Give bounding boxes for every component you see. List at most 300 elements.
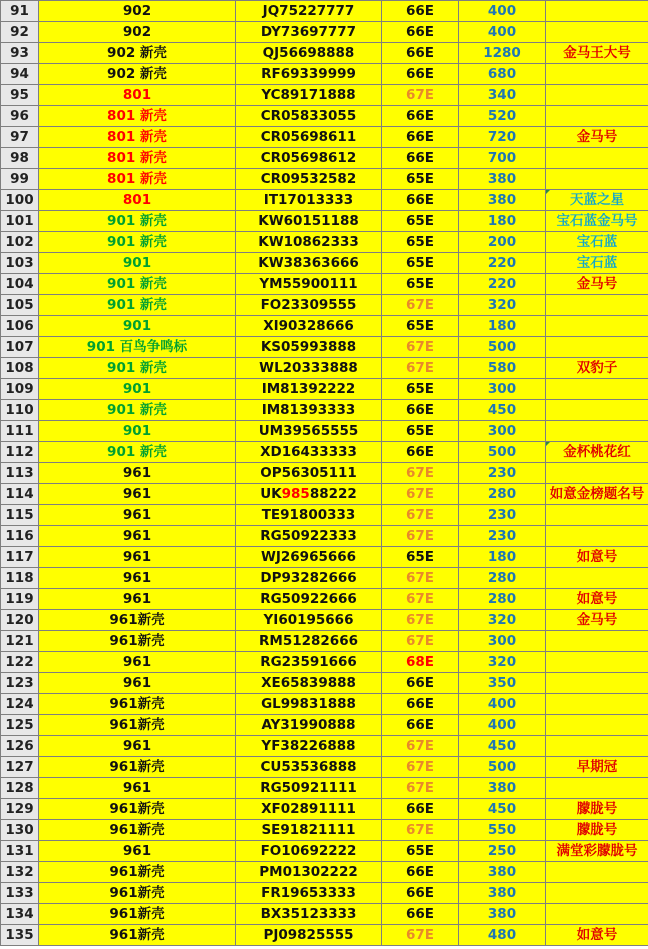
note-cell[interactable] (546, 526, 648, 547)
model-cell[interactable]: 961 (39, 526, 236, 547)
serial-cell[interactable]: YI60195666 (236, 610, 382, 631)
note-cell[interactable] (546, 64, 648, 85)
row-header[interactable]: 107 (1, 337, 39, 358)
model-cell[interactable]: 902 新壳 (39, 43, 236, 64)
code-cell[interactable]: 66E (382, 43, 459, 64)
price-cell[interactable]: 380 (459, 862, 546, 883)
row-header[interactable]: 123 (1, 673, 39, 694)
price-cell[interactable]: 1280 (459, 43, 546, 64)
row-header[interactable]: 113 (1, 463, 39, 484)
note-cell[interactable] (546, 694, 648, 715)
model-cell[interactable]: 961新壳 (39, 904, 236, 925)
serial-cell[interactable]: KS05993888 (236, 337, 382, 358)
serial-cell[interactable]: RG50922333 (236, 526, 382, 547)
code-cell[interactable]: 67E (382, 505, 459, 526)
note-cell[interactable] (546, 421, 648, 442)
serial-cell[interactable]: CU53536888 (236, 757, 382, 778)
code-cell[interactable]: 66E (382, 904, 459, 925)
serial-cell[interactable]: XF02891111 (236, 799, 382, 820)
note-cell[interactable]: 天蓝之星 (546, 190, 648, 211)
code-cell[interactable]: 67E (382, 484, 459, 505)
serial-cell[interactable]: DP93282666 (236, 568, 382, 589)
row-header[interactable]: 118 (1, 568, 39, 589)
note-cell[interactable] (546, 883, 648, 904)
serial-cell[interactable]: RF69339999 (236, 64, 382, 85)
model-cell[interactable]: 901 新壳 (39, 358, 236, 379)
code-cell[interactable]: 66E (382, 883, 459, 904)
model-cell[interactable]: 961新壳 (39, 610, 236, 631)
table-row (1, 379, 648, 400)
model-cell[interactable]: 901 新壳 (39, 400, 236, 421)
row-header[interactable]: 110 (1, 400, 39, 421)
price-cell[interactable]: 300 (459, 631, 546, 652)
row-header[interactable]: 101 (1, 211, 39, 232)
note-cell[interactable] (546, 316, 648, 337)
note-cell[interactable] (546, 148, 648, 169)
model-cell[interactable]: 901 新壳 (39, 211, 236, 232)
model-cell[interactable]: 901 百鸟争鸣标 (39, 337, 236, 358)
price-cell[interactable]: 350 (459, 673, 546, 694)
model-cell[interactable]: 901 新壳 (39, 232, 236, 253)
note-cell[interactable] (546, 1, 648, 22)
table-row (1, 463, 648, 484)
row-header[interactable]: 104 (1, 274, 39, 295)
note-cell[interactable]: 满堂彩朦胧号 (546, 841, 648, 862)
price-cell[interactable]: 500 (459, 757, 546, 778)
note-cell[interactable]: 如意号 (546, 925, 648, 946)
price-cell[interactable]: 680 (459, 64, 546, 85)
row-header[interactable]: 102 (1, 232, 39, 253)
code-cell[interactable]: 68E (382, 652, 459, 673)
model-cell[interactable]: 961 (39, 463, 236, 484)
price-cell[interactable]: 380 (459, 169, 546, 190)
serial-cell[interactable] (236, 484, 382, 505)
serial-part: 985 (281, 486, 310, 502)
code-cell[interactable]: 66E (382, 715, 459, 736)
serial-cell[interactable]: PJ09825555 (236, 925, 382, 946)
model-cell[interactable]: 961 (39, 736, 236, 757)
serial-cell[interactable]: CR05698612 (236, 148, 382, 169)
price-cell[interactable]: 280 (459, 484, 546, 505)
model-cell[interactable]: 961 (39, 841, 236, 862)
note-cell[interactable]: 如意号 (546, 589, 648, 610)
table-row (1, 589, 648, 610)
price-cell[interactable]: 280 (459, 568, 546, 589)
price-cell[interactable]: 380 (459, 778, 546, 799)
note-cell[interactable] (546, 715, 648, 736)
table-row (1, 442, 648, 463)
code-cell[interactable]: 67E (382, 631, 459, 652)
price-cell[interactable]: 380 (459, 883, 546, 904)
serial-cell[interactable]: FO10692222 (236, 841, 382, 862)
code-cell[interactable]: 66E (382, 22, 459, 43)
code-cell[interactable]: 66E (382, 400, 459, 421)
row-header[interactable]: 106 (1, 316, 39, 337)
table-row (1, 778, 648, 799)
code-cell[interactable]: 67E (382, 295, 459, 316)
model-cell[interactable]: 801 新壳 (39, 127, 236, 148)
serial-cell[interactable]: WL20333888 (236, 358, 382, 379)
code-cell[interactable]: 66E (382, 799, 459, 820)
price-cell[interactable]: 250 (459, 841, 546, 862)
note-cell[interactable]: 朦胧号 (546, 799, 648, 820)
model-cell[interactable]: 961 (39, 484, 236, 505)
table-row (1, 316, 648, 337)
code-cell[interactable]: 66E (382, 106, 459, 127)
serial-cell[interactable]: PM01302222 (236, 862, 382, 883)
price-cell[interactable]: 720 (459, 127, 546, 148)
note-cell[interactable] (546, 736, 648, 757)
row-header[interactable]: 111 (1, 421, 39, 442)
price-cell[interactable]: 400 (459, 22, 546, 43)
serial-part: UK (260, 486, 282, 502)
model-cell[interactable]: 901 (39, 316, 236, 337)
model-cell[interactable]: 801 (39, 190, 236, 211)
price-cell[interactable]: 280 (459, 589, 546, 610)
model-cell[interactable]: 901 新壳 (39, 274, 236, 295)
row-header[interactable]: 112 (1, 442, 39, 463)
note-cell[interactable] (546, 505, 648, 526)
note-cell[interactable] (546, 673, 648, 694)
note-cell[interactable] (546, 778, 648, 799)
code-cell[interactable]: 65E (382, 547, 459, 568)
note-cell[interactable]: 宝石蓝金马号 (546, 211, 648, 232)
row-header[interactable]: 135 (1, 925, 39, 946)
price-cell[interactable]: 220 (459, 253, 546, 274)
model-cell[interactable]: 961 (39, 673, 236, 694)
table-row (1, 568, 648, 589)
note-cell[interactable]: 宝石蓝 (546, 232, 648, 253)
note-cell[interactable] (546, 169, 648, 190)
model-cell[interactable]: 961 (39, 778, 236, 799)
serial-cell[interactable]: RG50921111 (236, 778, 382, 799)
row-header[interactable]: 100 (1, 190, 39, 211)
code-cell[interactable]: 65E (382, 379, 459, 400)
price-cell[interactable]: 220 (459, 274, 546, 295)
note-cell[interactable] (546, 400, 648, 421)
model-cell[interactable]: 961新壳 (39, 820, 236, 841)
note-cell[interactable] (546, 337, 648, 358)
model-cell[interactable]: 961新壳 (39, 925, 236, 946)
code-cell[interactable]: 66E (382, 442, 459, 463)
table-row (1, 295, 648, 316)
price-cell[interactable]: 400 (459, 694, 546, 715)
table-row (1, 190, 648, 211)
row-header[interactable]: 91 (1, 1, 39, 22)
code-cell[interactable]: 65E (382, 169, 459, 190)
code-cell[interactable]: 65E (382, 421, 459, 442)
row-header[interactable]: 124 (1, 694, 39, 715)
serial-cell[interactable]: RG23591666 (236, 652, 382, 673)
model-cell[interactable]: 902 新壳 (39, 64, 236, 85)
note-cell[interactable] (546, 463, 648, 484)
serial-cell[interactable]: XE65839888 (236, 673, 382, 694)
model-cell[interactable]: 901 (39, 379, 236, 400)
table-row (1, 85, 648, 106)
price-cell[interactable]: 400 (459, 715, 546, 736)
code-cell[interactable]: 66E (382, 190, 459, 211)
note-cell[interactable] (546, 631, 648, 652)
code-cell[interactable]: 67E (382, 757, 459, 778)
serial-cell[interactable]: CR05698611 (236, 127, 382, 148)
price-cell[interactable]: 230 (459, 463, 546, 484)
table-row (1, 799, 648, 820)
row-header[interactable]: 94 (1, 64, 39, 85)
price-cell[interactable]: 180 (459, 547, 546, 568)
row-header[interactable]: 96 (1, 106, 39, 127)
note-cell[interactable] (546, 379, 648, 400)
table-row (1, 484, 648, 505)
code-cell[interactable]: 66E (382, 127, 459, 148)
note-cell[interactable] (546, 106, 648, 127)
code-cell[interactable]: 65E (382, 841, 459, 862)
note-cell[interactable]: 宝石蓝 (546, 253, 648, 274)
row-header[interactable]: 122 (1, 652, 39, 673)
serial-cell[interactable]: JQ75227777 (236, 1, 382, 22)
model-cell[interactable]: 961 (39, 505, 236, 526)
price-cell[interactable]: 320 (459, 610, 546, 631)
row-header[interactable]: 108 (1, 358, 39, 379)
table-row (1, 820, 648, 841)
model-cell[interactable]: 961新壳 (39, 862, 236, 883)
code-cell[interactable]: 66E (382, 1, 459, 22)
price-cell[interactable]: 380 (459, 190, 546, 211)
price-cell[interactable]: 450 (459, 400, 546, 421)
price-cell[interactable]: 500 (459, 337, 546, 358)
code-cell[interactable]: 67E (382, 778, 459, 799)
price-cell[interactable]: 400 (459, 1, 546, 22)
model-cell[interactable]: 801 新壳 (39, 106, 236, 127)
table-row (1, 64, 648, 85)
price-cell[interactable]: 300 (459, 421, 546, 442)
serial-cell[interactable]: UM39565555 (236, 421, 382, 442)
row-header[interactable]: 109 (1, 379, 39, 400)
note-cell[interactable]: 金马号 (546, 610, 648, 631)
serial-cell[interactable]: RG50922666 (236, 589, 382, 610)
price-cell[interactable]: 450 (459, 736, 546, 757)
price-cell[interactable]: 700 (459, 148, 546, 169)
price-cell[interactable]: 550 (459, 820, 546, 841)
serial-cell[interactable]: GL99831888 (236, 694, 382, 715)
serial-cell[interactable]: WJ26965666 (236, 547, 382, 568)
model-cell[interactable]: 961新壳 (39, 757, 236, 778)
serial-cell[interactable]: IM81393333 (236, 400, 382, 421)
row-header[interactable]: 97 (1, 127, 39, 148)
serial-cell[interactable]: YC89171888 (236, 85, 382, 106)
model-cell[interactable]: 901 (39, 421, 236, 442)
row-header[interactable]: 120 (1, 610, 39, 631)
serial-cell[interactable]: CR05833055 (236, 106, 382, 127)
table-row (1, 925, 648, 946)
row-header[interactable]: 134 (1, 904, 39, 925)
code-cell[interactable]: 67E (382, 925, 459, 946)
code-cell[interactable]: 67E (382, 358, 459, 379)
serial-cell[interactable]: KW38363666 (236, 253, 382, 274)
row-header[interactable]: 103 (1, 253, 39, 274)
serial-cell[interactable]: IT17013333 (236, 190, 382, 211)
table-row (1, 211, 648, 232)
table-row (1, 169, 648, 190)
price-cell[interactable]: 200 (459, 232, 546, 253)
serial-cell[interactable]: YM55900111 (236, 274, 382, 295)
serial-cell[interactable]: AY31990888 (236, 715, 382, 736)
code-cell[interactable]: 67E (382, 526, 459, 547)
row-header[interactable]: 130 (1, 820, 39, 841)
note-cell[interactable] (546, 22, 648, 43)
model-cell[interactable]: 961新壳 (39, 799, 236, 820)
price-cell[interactable]: 230 (459, 526, 546, 547)
code-cell[interactable]: 67E (382, 610, 459, 631)
table-row (1, 757, 648, 778)
table-row (1, 904, 648, 925)
serial-cell[interactable]: RM51282666 (236, 631, 382, 652)
code-cell[interactable]: 66E (382, 148, 459, 169)
note-cell[interactable] (546, 862, 648, 883)
model-cell[interactable]: 801 新壳 (39, 148, 236, 169)
row-header[interactable]: 129 (1, 799, 39, 820)
code-cell[interactable]: 67E (382, 463, 459, 484)
row-header[interactable]: 117 (1, 547, 39, 568)
price-cell[interactable]: 580 (459, 358, 546, 379)
model-cell[interactable]: 961新壳 (39, 631, 236, 652)
serial-cell[interactable]: BX35123333 (236, 904, 382, 925)
row-header[interactable]: 98 (1, 148, 39, 169)
note-cell[interactable] (546, 85, 648, 106)
table-row (1, 883, 648, 904)
price-cell[interactable]: 320 (459, 295, 546, 316)
serial-cell[interactable]: FO23309555 (236, 295, 382, 316)
row-header[interactable]: 115 (1, 505, 39, 526)
model-cell[interactable]: 961 (39, 568, 236, 589)
row-header[interactable]: 131 (1, 841, 39, 862)
code-cell[interactable]: 67E (382, 820, 459, 841)
row-header[interactable]: 133 (1, 883, 39, 904)
serial-cell[interactable]: IM81392222 (236, 379, 382, 400)
code-cell[interactable]: 67E (382, 85, 459, 106)
row-header[interactable]: 95 (1, 85, 39, 106)
price-cell[interactable]: 480 (459, 925, 546, 946)
row-header[interactable]: 114 (1, 484, 39, 505)
serial-cell[interactable]: CR09532582 (236, 169, 382, 190)
code-cell[interactable]: 65E (382, 253, 459, 274)
model-cell[interactable]: 801 新壳 (39, 169, 236, 190)
code-cell[interactable]: 67E (382, 736, 459, 757)
row-header[interactable]: 99 (1, 169, 39, 190)
model-cell[interactable]: 961新壳 (39, 715, 236, 736)
row-header[interactable]: 121 (1, 631, 39, 652)
model-cell[interactable]: 901 新壳 (39, 295, 236, 316)
table-row (1, 232, 648, 253)
note-cell[interactable]: 双豹子 (546, 358, 648, 379)
price-cell[interactable]: 520 (459, 106, 546, 127)
code-cell[interactable]: 65E (382, 211, 459, 232)
serial-cell[interactable]: XD16433333 (236, 442, 382, 463)
note-cell[interactable] (546, 652, 648, 673)
serial-cell[interactable]: SE91821111 (236, 820, 382, 841)
price-cell[interactable]: 180 (459, 211, 546, 232)
code-cell[interactable]: 67E (382, 568, 459, 589)
code-cell[interactable]: 65E (382, 316, 459, 337)
model-cell[interactable]: 961新壳 (39, 883, 236, 904)
table-row (1, 421, 648, 442)
note-cell[interactable]: 朦胧号 (546, 820, 648, 841)
table-row (1, 547, 648, 568)
model-cell[interactable]: 901 新壳 (39, 442, 236, 463)
row-header[interactable]: 105 (1, 295, 39, 316)
serial-cell[interactable]: DY73697777 (236, 22, 382, 43)
price-cell[interactable]: 230 (459, 505, 546, 526)
row-header[interactable]: 93 (1, 43, 39, 64)
price-cell[interactable]: 180 (459, 316, 546, 337)
model-cell[interactable]: 801 (39, 85, 236, 106)
code-cell[interactable]: 66E (382, 694, 459, 715)
note-cell[interactable]: 早期冠 (546, 757, 648, 778)
serial-cell[interactable]: YF38226888 (236, 736, 382, 757)
row-header[interactable]: 92 (1, 22, 39, 43)
model-cell[interactable]: 961 (39, 547, 236, 568)
note-cell[interactable] (546, 568, 648, 589)
code-cell[interactable]: 65E (382, 274, 459, 295)
serial-cell[interactable]: FR19653333 (236, 883, 382, 904)
serial-cell[interactable]: XI90328666 (236, 316, 382, 337)
code-cell[interactable]: 65E (382, 232, 459, 253)
serial-cell[interactable]: QJ56698888 (236, 43, 382, 64)
price-cell[interactable]: 300 (459, 379, 546, 400)
table-row (1, 1, 648, 22)
row-header[interactable]: 126 (1, 736, 39, 757)
row-header[interactable]: 116 (1, 526, 39, 547)
model-cell[interactable]: 901 (39, 253, 236, 274)
serial-cell[interactable]: OP56305111 (236, 463, 382, 484)
code-cell[interactable]: 66E (382, 673, 459, 694)
model-cell[interactable]: 961 (39, 652, 236, 673)
code-cell[interactable]: 66E (382, 862, 459, 883)
price-cell[interactable]: 450 (459, 799, 546, 820)
note-cell[interactable]: 金马号 (546, 127, 648, 148)
price-cell[interactable]: 320 (459, 652, 546, 673)
price-cell[interactable]: 380 (459, 904, 546, 925)
table-row (1, 106, 648, 127)
model-cell[interactable]: 961 (39, 589, 236, 610)
table-row (1, 673, 648, 694)
note-cell[interactable]: 如意金榜题名号 (546, 484, 648, 505)
price-cell[interactable]: 340 (459, 85, 546, 106)
row-header[interactable]: 127 (1, 757, 39, 778)
row-header[interactable]: 125 (1, 715, 39, 736)
model-cell[interactable]: 961新壳 (39, 694, 236, 715)
note-cell[interactable]: 金杯桃花红 (546, 442, 648, 463)
note-cell[interactable]: 金马号 (546, 274, 648, 295)
serial-cell[interactable]: KW60151188 (236, 211, 382, 232)
serial-cell[interactable]: KW10862333 (236, 232, 382, 253)
row-header[interactable]: 132 (1, 862, 39, 883)
note-cell[interactable]: 金马王大号 (546, 43, 648, 64)
note-cell[interactable]: 如意号 (546, 547, 648, 568)
table-row (1, 526, 648, 547)
price-cell[interactable]: 500 (459, 442, 546, 463)
model-cell[interactable]: 902 (39, 22, 236, 43)
row-header[interactable]: 119 (1, 589, 39, 610)
model-cell[interactable]: 902 (39, 1, 236, 22)
sheet-body (1, 1, 648, 946)
note-cell[interactable] (546, 904, 648, 925)
code-cell[interactable]: 66E (382, 64, 459, 85)
row-header[interactable]: 128 (1, 778, 39, 799)
code-cell[interactable]: 67E (382, 589, 459, 610)
code-cell[interactable]: 67E (382, 337, 459, 358)
note-cell[interactable] (546, 295, 648, 316)
serial-cell[interactable]: TE91800333 (236, 505, 382, 526)
